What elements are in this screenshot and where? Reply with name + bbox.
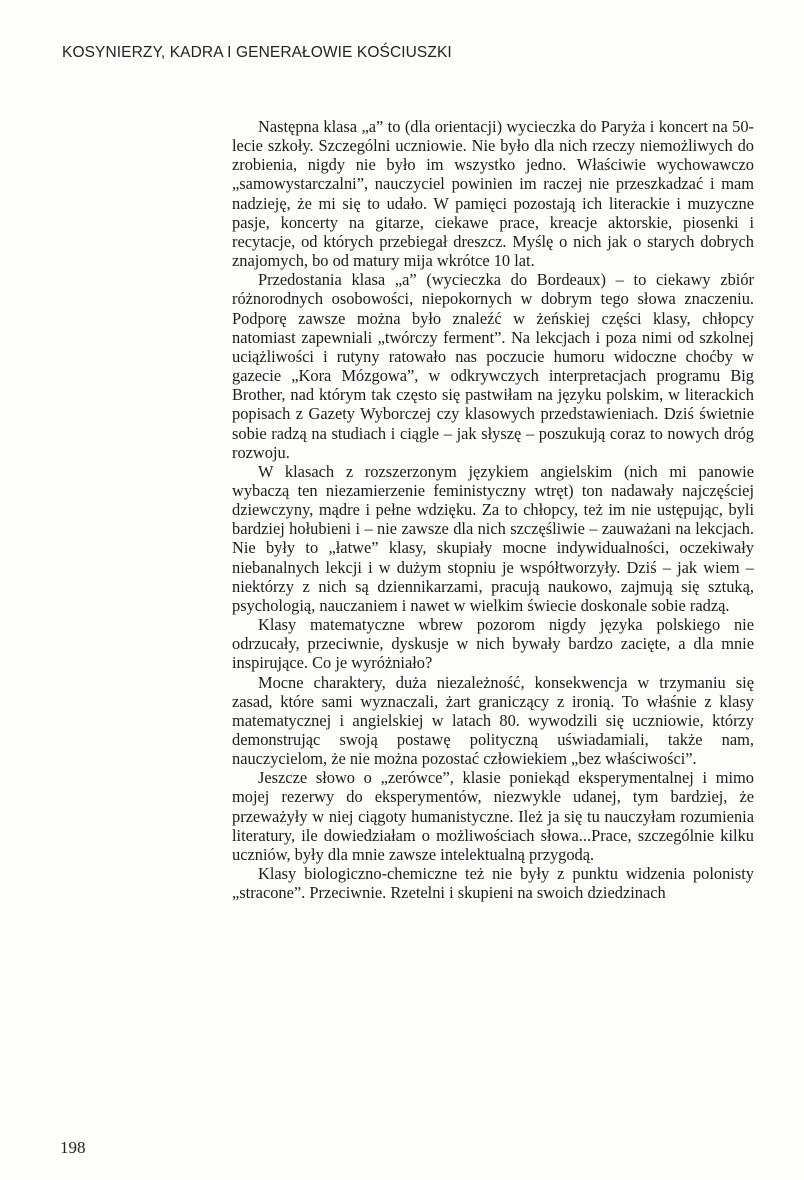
paragraph: Klasy biologiczno-chemiczne też nie były z punktu widzenia polonisty „stracone”. Przeciwnie. Rzetelni i skupieni na swoich dziedzinach <box>232 864 754 903</box>
body-text <box>232 117 754 902</box>
page-number: 198 <box>60 1138 86 1157</box>
paragraph: Następna klasa „a” to (dla orientacji) wycieczka do Paryża i koncert na 50-lecie szkoły. Szczególni uczniowie. Nie było dla nich rzeczy niemożliwych do zrobienia, nigdy nie było im wszystko jedno. Właściwie wychowawczo „samowystarczalni”, nauczyciel powinien im raczej nie przeszkadzać i mam nadzieję, że mi się to udało. W pamięci pozostają ich literackie i muzyczne pasje, koncerty na gitarze, ciekawe prace, kreacje aktorskie, piosenki i recytacje, od których przebiegał dreszcz. Myślę o nich jak o starych dobrych znajomych, bo od matury mija wkrótce 10 lat. <box>232 117 754 271</box>
running-head: KOSYNIERZY, KADRA I GENERAŁOWIE KOŚCIUSZKI <box>62 44 452 61</box>
paragraph: Przedostania klasa „a” (wycieczka do Bordeaux) – to ciekawy zbiór różnorodnych osobowości, niepokornych w dobrym tego słowa znaczeniu. Podporę zawsze można było znaleźć w żeńskiej części klasy, chłopcy natomiast zapewniali „twórczy ferment”. Na lekcjach i poza nimi od szkolnej uciążliwości i rutyny ratowało nas poczucie humoru widoczne choćby w gazecie „Kora Mózgowa”, w odkrywczych interpretacjach programu Big Brother, nad którym tak często się pastwiłam na języku polskim, w literackich popisach z Gazety Wyborczej czy klasowych przedstawieniach. Dziś świetnie sobie radzą na studiach i ciągle – jak słyszę – poszukują coraz to nowych dróg rozwoju. <box>232 270 754 462</box>
paragraph: Jeszcze słowo o „zerówce”, klasie poniekąd eksperymentalnej i mimo mojej rezerwy do eksperymentów, niezwykle udanej, tym bardziej, że przeważyły w niej ciągoty humanistyczne. Ileż ja się tu nauczyłam rozumienia literatury, ile dowiedziałam o możliwościach słowa...Prace, szczególnie kilku uczniów, były dla mnie zawsze intelektualną przygodą. <box>232 768 754 864</box>
paragraph: Mocne charaktery, duża niezależność, konsekwencja w trzymaniu się zasad, które sami wyznaczali, żart graniczący z ironią. To właśnie z klasy matematycznej i angielskiej w latach 80. wywodzili się uczniowie, którzy demonstrując swoją postawę polityczną uświadamiali, także nam, nauczycielom, że nie można pozostać człowiekiem „bez właściwości”. <box>232 672 754 769</box>
paragraph: W klasach z rozszerzonym językiem angielskim (nich mi panowie wybaczą ten niezamierzenie feministyczny wtręt) ton nadawały najczęściej dziewczyny, mądre i pełne wdzięku. Za to chłopcy, też im nie ustępując, byli bardziej hołubieni i – nie zawsze dla nich szczęśliwie – zauważani na lekcjach. Nie były to „łatwe” klasy, skupiały mocne indywidualności, oczekiwały niebanalnych lekcji i w dużym stopniu je współtworzyły. Dziś – jak wiem – niektórzy z nich są dziennikarzami, pracują naukowo, zajmują się sztuką, psychologią, nauczaniem i nawet w wielkim świecie doskonale sobie radzą. <box>232 461 754 615</box>
paragraph: Klasy matematyczne wbrew pozorom nigdy języka polskiego nie odrzucały, przeciwnie, dyskusje w nich bywały bardzo zacięte, a dla mnie inspirujące. Co je wyróżniało? <box>232 615 754 673</box>
